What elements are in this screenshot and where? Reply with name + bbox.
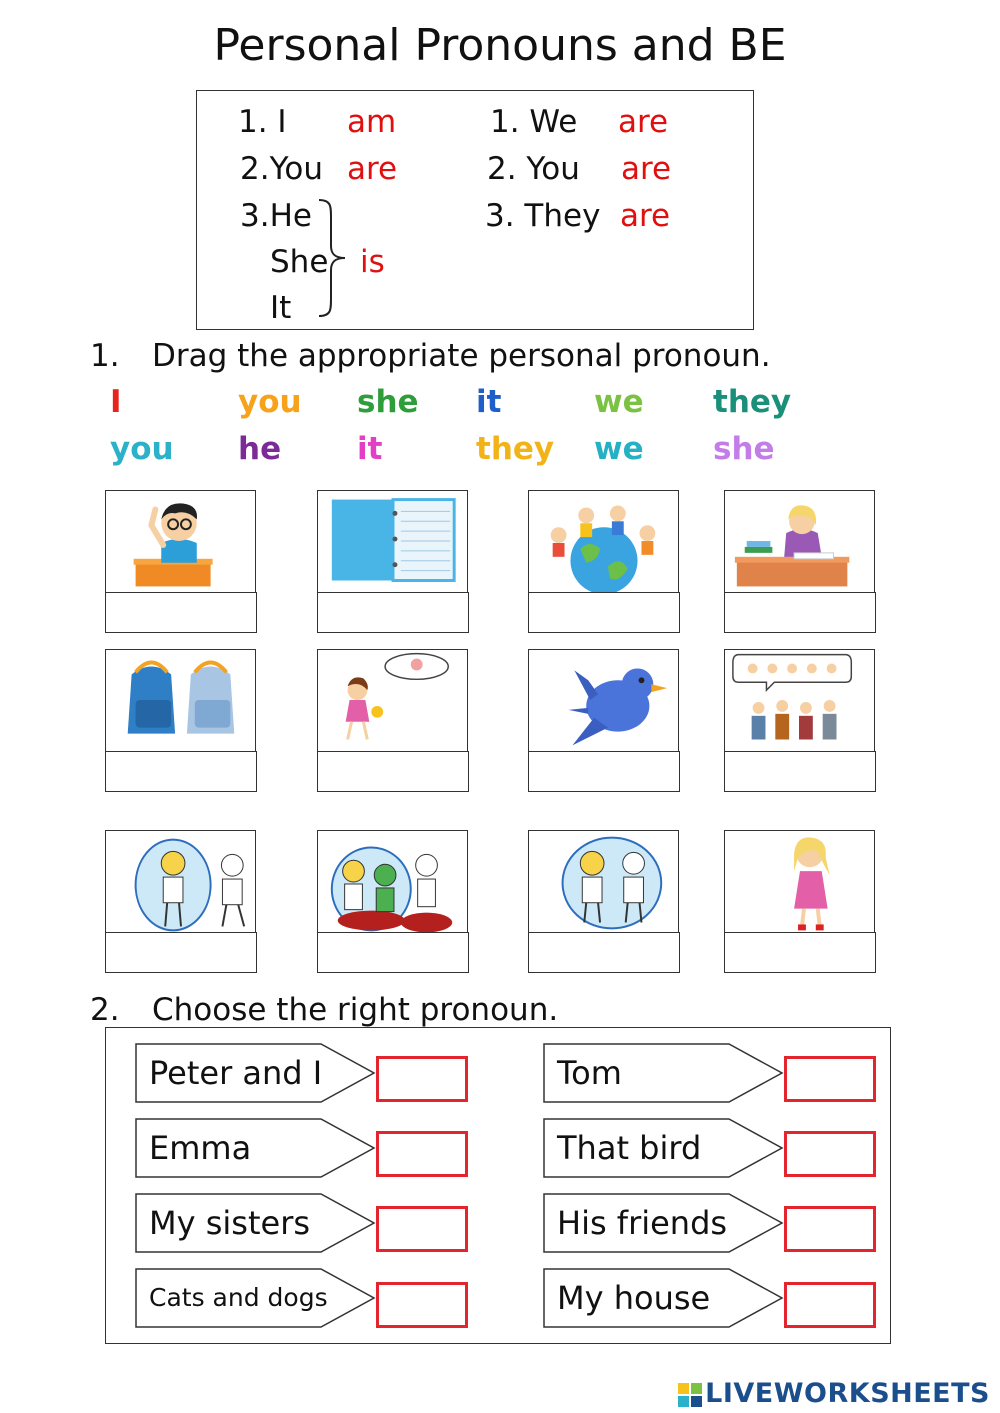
- answer-box[interactable]: [376, 1131, 468, 1177]
- be-row-he: 3.He: [240, 198, 312, 234]
- word-chip-we[interactable]: we: [594, 384, 644, 420]
- blue-bird-image: [529, 650, 678, 754]
- picture-card: [528, 649, 679, 791]
- girl-thinking-image: [318, 650, 467, 754]
- notebook-image: [318, 491, 467, 595]
- answer-drop-zone[interactable]: [724, 932, 876, 973]
- two-stick-figures-image: [106, 831, 255, 935]
- be-verb-are: are: [620, 198, 671, 234]
- answer-box[interactable]: [376, 1282, 468, 1328]
- picture-card: [317, 649, 468, 791]
- picture-card: [724, 649, 875, 791]
- word-chip-she[interactable]: she: [357, 384, 419, 420]
- answer-drop-zone[interactable]: [317, 751, 469, 792]
- tag-label: Cats and dogs: [149, 1283, 328, 1312]
- word-chip-it[interactable]: it: [476, 384, 502, 420]
- blonde-girl-image: [725, 831, 874, 935]
- answer-drop-zone[interactable]: [724, 592, 876, 633]
- group-of-people-image: [725, 650, 874, 754]
- two-stick-figures-circled-image: [529, 831, 678, 935]
- be-row-we: 1. We: [490, 104, 578, 140]
- pronoun-tag: [135, 1118, 375, 1178]
- exercise-2-instruction: Choose the right pronoun.: [152, 992, 559, 1028]
- footer-brand: [678, 1378, 990, 1409]
- word-chip-they[interactable]: they: [713, 384, 792, 420]
- be-row-she: She: [270, 244, 329, 280]
- picture-card: [105, 649, 256, 791]
- picture-card: [317, 490, 468, 632]
- picture-card: [317, 830, 468, 972]
- answer-drop-zone[interactable]: [317, 932, 469, 973]
- word-chip-he[interactable]: he: [238, 431, 282, 467]
- page-title: Personal Pronouns and BE: [213, 20, 787, 71]
- pronoun-tag: [543, 1193, 783, 1253]
- tag-label: His friends: [557, 1204, 728, 1242]
- pronoun-tag: [135, 1268, 375, 1328]
- be-row-it: It: [270, 290, 292, 326]
- word-chip-you[interactable]: you: [110, 431, 174, 467]
- pronoun-tag: [543, 1118, 783, 1178]
- pronoun-tag: [543, 1268, 783, 1328]
- be-verb-is: is: [360, 244, 385, 280]
- tag-label: Peter and I: [149, 1054, 323, 1092]
- liveworksheets-logo-icon: [678, 1383, 702, 1407]
- boy-at-desk-image: [106, 491, 255, 595]
- answer-box[interactable]: [784, 1056, 876, 1102]
- pronoun-tag: [543, 1043, 783, 1103]
- be-verb-are: are: [347, 151, 398, 187]
- answer-box[interactable]: [784, 1131, 876, 1177]
- picture-card: [724, 490, 875, 632]
- exercise-2-number: 2.: [90, 992, 120, 1028]
- answer-drop-zone[interactable]: [105, 932, 257, 973]
- word-chip-we[interactable]: we: [594, 431, 644, 467]
- answer-box[interactable]: [376, 1056, 468, 1102]
- woman-at-desk-image: [725, 491, 874, 595]
- answer-box[interactable]: [376, 1206, 468, 1252]
- word-chip-you[interactable]: you: [238, 384, 302, 420]
- tag-label: My sisters: [149, 1204, 311, 1242]
- picture-card: [105, 830, 256, 972]
- be-row-i: 1. I: [238, 104, 287, 140]
- answer-drop-zone[interactable]: [105, 592, 257, 633]
- be-row-you: 2.You: [240, 151, 324, 187]
- tag-label: My house: [557, 1279, 711, 1317]
- picture-card: [724, 830, 875, 972]
- be-verb-am: am: [347, 104, 397, 140]
- answer-drop-zone[interactable]: [528, 751, 680, 792]
- word-chip-she[interactable]: she: [713, 431, 775, 467]
- three-stick-figures-image: [318, 831, 467, 935]
- picture-card: [528, 830, 679, 972]
- footer-brand-text: LIVEWORKSHEETS: [705, 1378, 990, 1409]
- word-chip-they[interactable]: they: [476, 431, 555, 467]
- picture-card: [528, 490, 679, 632]
- be-row-they: 3. They: [485, 198, 601, 234]
- tag-label: Emma: [149, 1129, 252, 1167]
- answer-box[interactable]: [784, 1282, 876, 1328]
- answer-drop-zone[interactable]: [528, 592, 680, 633]
- be-verb-are: are: [618, 104, 669, 140]
- be-verb-are: are: [621, 151, 672, 187]
- pronoun-tag: [135, 1193, 375, 1253]
- pronoun-tag: [135, 1043, 375, 1103]
- picture-card: [105, 490, 256, 632]
- children-on-globe-image: [529, 491, 678, 595]
- answer-drop-zone[interactable]: [105, 751, 257, 792]
- answer-box[interactable]: [784, 1206, 876, 1252]
- answer-drop-zone[interactable]: [724, 751, 876, 792]
- word-chip-it[interactable]: it: [357, 431, 383, 467]
- word-chip-i[interactable]: I: [110, 384, 122, 420]
- answer-drop-zone[interactable]: [317, 592, 469, 633]
- tag-label: That bird: [557, 1129, 702, 1167]
- be-row-you-plural: 2. You: [487, 151, 580, 187]
- exercise-1-instruction: Drag the appropriate personal pronoun.: [152, 338, 771, 374]
- curly-brace: [315, 196, 349, 320]
- exercise-1-number: 1.: [90, 338, 120, 374]
- answer-drop-zone[interactable]: [528, 932, 680, 973]
- tag-label: Tom: [557, 1054, 622, 1092]
- backpacks-image: [106, 650, 255, 754]
